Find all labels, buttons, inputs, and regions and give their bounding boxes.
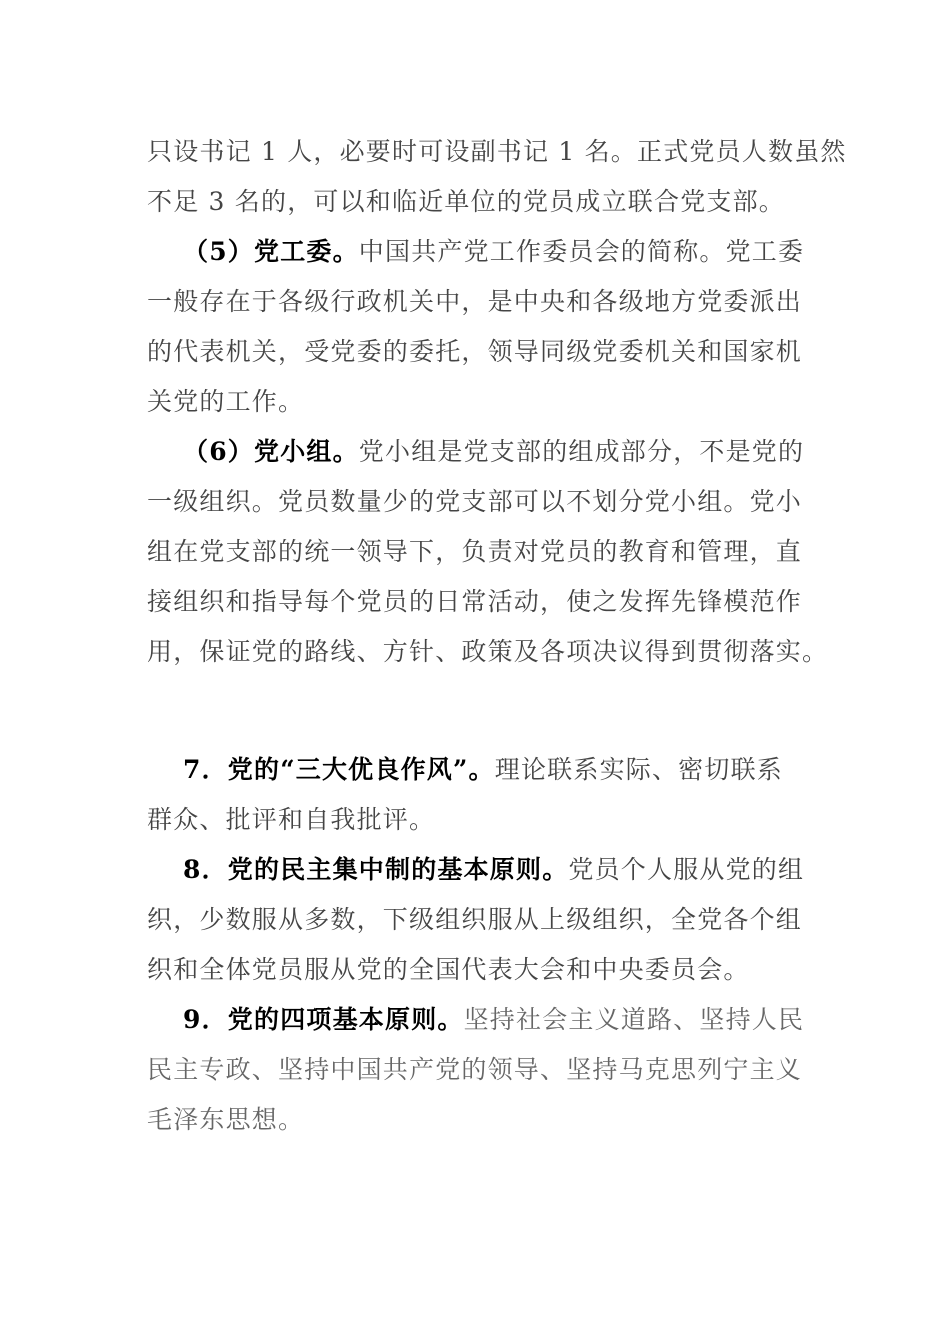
section-7-first-line (183, 745, 783, 795)
paragraph-line: 织和全体党员服从党的全国代表大会和中央委员会。 (147, 955, 750, 984)
paragraph-line: 不足 3 名的，可以和临近单位的党员成立联合党支部。 (147, 187, 786, 216)
section-9-first-line (183, 995, 804, 1045)
paragraph-line: 关党的工作。 (147, 387, 305, 416)
paragraph-text: 理论联系实际、密切联系 (494, 755, 783, 784)
section-heading: 9．党的四项基本原则。 (183, 1005, 464, 1034)
paragraph-text: 党小组是党支部的组成部分，不是党的 (358, 437, 805, 466)
paragraph-line: 组在党支部的统一领导下，负责对党员的教育和管理，直 (147, 537, 803, 566)
section-heading: （6）党小组。 (183, 437, 359, 466)
section-8-first-line (183, 845, 804, 895)
paragraph-line: 群众、批评和自我批评。 (147, 805, 436, 834)
paragraph-line: 织，少数服从多数，下级组织服从上级组织，全党各个组 (147, 905, 803, 934)
paragraph-line: 的代表机关，受党委的委托，领导同级党委机关和国家机 (147, 337, 803, 366)
paragraph-line: 一般存在于各级行政机关中，是中央和各级地方党委派出 (147, 287, 803, 316)
paragraph-line: 用，保证党的路线、方针、政策及各项决议得到贯彻落实。 (147, 637, 829, 666)
paragraph-line: 毛泽东思想。 (147, 1105, 305, 1134)
paragraph-text: 中国共产党工作委员会的简称。党工委 (358, 237, 805, 266)
paragraph-line: 只设书记 1 人，必要时可设副书记 1 名。正式党员人数虽然 (147, 137, 847, 166)
paragraph-text: 坚持社会主义道路、坚持人民 (463, 1005, 805, 1034)
paragraph-line: 接组织和指导每个党员的日常活动，使之发挥先锋模范作 (147, 587, 803, 616)
section-6-first-line (183, 427, 804, 477)
paragraph-line: 一级组织。党员数量少的党支部可以不划分党小组。党小 (147, 487, 803, 516)
paragraph-line: 民主专政、坚持中国共产党的领导、坚持马克思列宁主义 (147, 1055, 803, 1084)
section-5-first-line (183, 227, 804, 277)
section-heading: （5）党工委。 (183, 237, 359, 266)
section-heading: 7．党的“三大优良作风”。 (183, 755, 495, 784)
paragraph-text: 党员个人服从党的组 (568, 855, 805, 884)
section-heading: 8．党的民主集中制的基本原则。 (183, 855, 569, 884)
